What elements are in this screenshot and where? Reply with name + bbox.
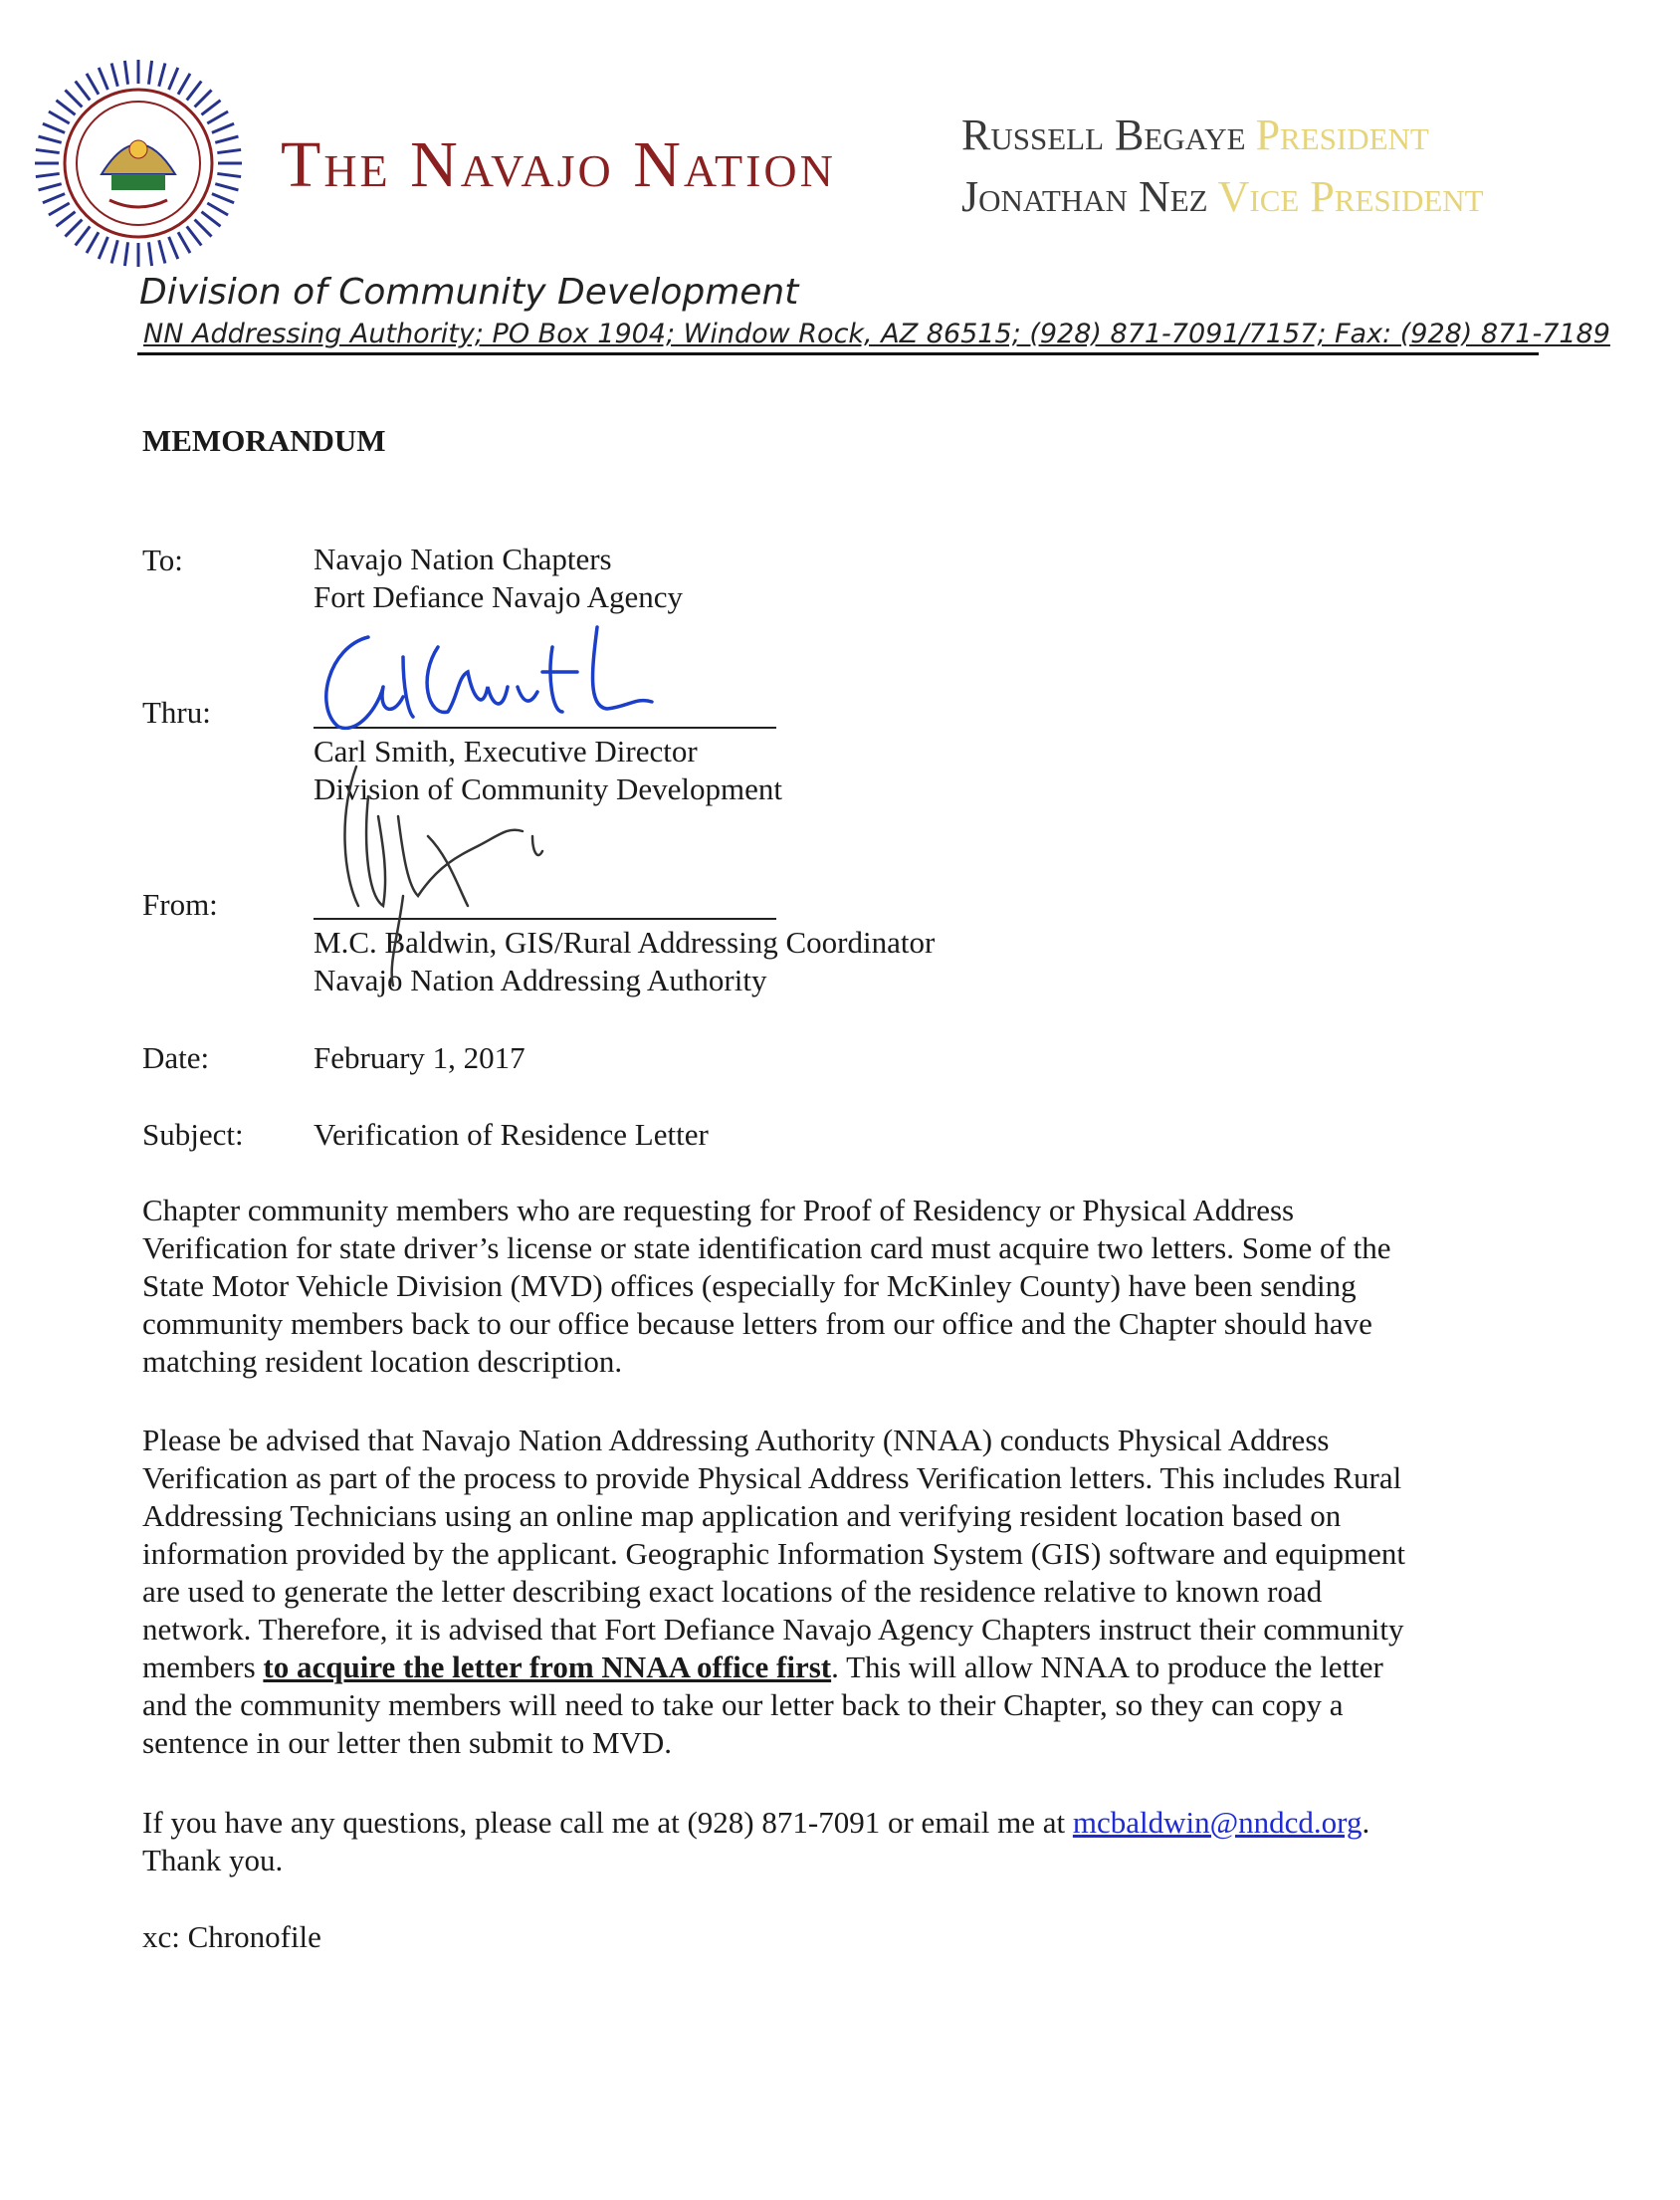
- emphasis-instruction: to acquire the letter from NNAA office first: [263, 1650, 832, 1684]
- body-paragraph-1: [142, 1192, 1556, 1381]
- seal-feather: [111, 240, 117, 263]
- seal-feather: [99, 237, 107, 259]
- officer-role: Vice President: [1217, 172, 1484, 221]
- seal-feather: [187, 81, 202, 100]
- seal-feather: [215, 184, 238, 190]
- seal-feather: [43, 194, 65, 203]
- mc-baldwin-signature: [328, 757, 687, 1005]
- to-line-1: Navajo Nation Chapters: [314, 542, 612, 576]
- seal-feather: [169, 68, 178, 90]
- date-label: Date:: [142, 1040, 210, 1075]
- email-link[interactable]: mcbaldwin@nndcd.org: [1072, 1805, 1363, 1840]
- memo-date: February 1, 2017: [314, 1040, 525, 1075]
- seal-feather: [212, 194, 234, 203]
- text: . This will allow NNAA to produce the letter: [831, 1650, 1383, 1684]
- para-2-line: information provided by the applicant. Geographic Information System (GIS) software and equipment: [142, 1536, 1405, 1571]
- to-label: To:: [142, 543, 183, 577]
- closing-text: If you have any questions, please call me at (928) 871-7091 or email me at: [142, 1805, 1073, 1840]
- thru-line-2: Division of Community Development: [314, 771, 782, 806]
- officer-name: Jonathan Nez: [961, 172, 1208, 221]
- header-rule: [137, 352, 1539, 355]
- seal-feather: [178, 232, 190, 253]
- seal-feather: [212, 123, 234, 132]
- seal-feather: [56, 101, 75, 115]
- seal-feather: [169, 237, 178, 259]
- seal-feather: [49, 203, 70, 215]
- para-2-line: network. Therefore, it is advised that Fort Defiance Navajo Agency Chapters instruct their community: [142, 1612, 1404, 1647]
- para-1-line: community members back to our office because letters from our office and the Chapter should have: [142, 1306, 1372, 1341]
- officer-name: Russell Begaye: [961, 110, 1246, 159]
- subject-label: Subject:: [142, 1117, 244, 1152]
- memo-heading: MEMORANDUM: [142, 423, 386, 458]
- seal-feather: [217, 149, 241, 152]
- seal-feather: [39, 184, 62, 190]
- para-1-line: State Motor Vehicle Division (MVD) offices (especially for McKinley County) have been sending: [142, 1268, 1357, 1303]
- seal-feather: [207, 111, 228, 123]
- seal-feather: [217, 173, 241, 176]
- closing-period: .: [1362, 1805, 1370, 1840]
- officer-president: [961, 110, 1429, 160]
- seal-feather: [87, 74, 99, 95]
- seal-feather: [207, 203, 228, 215]
- para-2-line: Addressing Technicians using an online map application and verifying resident location based on: [142, 1498, 1342, 1533]
- body-paragraph-2: [142, 1422, 1556, 1762]
- para-2-emphasis-line: [142, 1649, 1556, 1686]
- para-2-line: Please be advised that Navajo Nation Addressing Authority (NNAA) conducts Physical Address: [142, 1423, 1330, 1457]
- seal-feather: [65, 220, 82, 237]
- from-line-2: Navajo Nation Addressing Authority: [314, 963, 767, 997]
- seal-feather: [124, 242, 127, 266]
- thanks: Thank you.: [142, 1843, 284, 1877]
- seal-feather: [195, 90, 212, 107]
- seal-feather: [124, 61, 127, 85]
- navajo-nation-seal: [30, 55, 247, 272]
- from-line-1: M.C. Baldwin, GIS/Rural Addressing Coordinator: [314, 925, 936, 960]
- xc-line: xc: Chronofile: [142, 1919, 321, 1954]
- seal-feather: [159, 64, 165, 87]
- thru-line-1: Carl Smith, Executive Director: [314, 734, 698, 769]
- carl-smith-signature: [309, 617, 727, 737]
- para-1-line: matching resident location description.: [142, 1344, 623, 1379]
- para-2-line: are used to generate the letter describing exact locations of the residence relative to known road: [142, 1574, 1323, 1609]
- memo-subject: Verification of Residence Letter: [314, 1117, 709, 1152]
- address-line: NN Addressing Authority; PO Box 1904; Window Rock, AZ 86515; (928) 871-7091/7157; Fax: (928) 871-7189: [143, 319, 1610, 349]
- thru-label: Thru:: [142, 695, 211, 730]
- seal-feather: [43, 123, 65, 132]
- para-2-line: and the community members will need to take our letter back to their Chapter, so they can copy a: [142, 1687, 1344, 1722]
- seal-feather: [36, 149, 60, 152]
- to-line-2: Fort Defiance Navajo Agency: [314, 579, 684, 614]
- seal-feather: [99, 68, 107, 90]
- officer-role: President: [1255, 110, 1429, 159]
- seal-feather: [76, 81, 91, 100]
- seal-feather: [36, 173, 60, 176]
- seal-feather: [195, 220, 212, 237]
- para-2-line: Verification as part of the process to provide Physical Address Verification letters. This includes Rural: [142, 1460, 1402, 1495]
- seal-feather: [76, 226, 91, 245]
- closing-line: [142, 1804, 1369, 1842]
- para-1-line: Verification for state driver’s license or state identification card must acquire two letters. Some of the: [142, 1230, 1391, 1265]
- seal-feather: [148, 242, 151, 266]
- seal-feather: [178, 74, 190, 95]
- seal-feather: [39, 136, 62, 142]
- division-name: Division of Community Development: [139, 272, 799, 313]
- seal-feather: [148, 61, 151, 85]
- para-2-line: sentence in our letter then submit to MVD.: [142, 1725, 673, 1760]
- para-1-line: Chapter community members who are requesting for Proof of Residency or Physical Address: [142, 1193, 1295, 1227]
- seal-feather: [187, 226, 202, 245]
- seal-feather: [87, 232, 99, 253]
- seal-feather: [56, 212, 75, 227]
- seal-feather: [201, 212, 220, 227]
- seal-feather: [215, 136, 238, 142]
- seal-feather: [49, 111, 70, 123]
- from-label: From:: [142, 887, 218, 922]
- seal-feather: [201, 101, 220, 115]
- officer-vice-president: [961, 171, 1484, 222]
- text: members: [142, 1650, 264, 1684]
- seal-feather: [111, 64, 117, 87]
- org-title: The Navajo Nation: [281, 128, 836, 201]
- seal-feather: [65, 90, 82, 107]
- seal-feather: [159, 240, 165, 263]
